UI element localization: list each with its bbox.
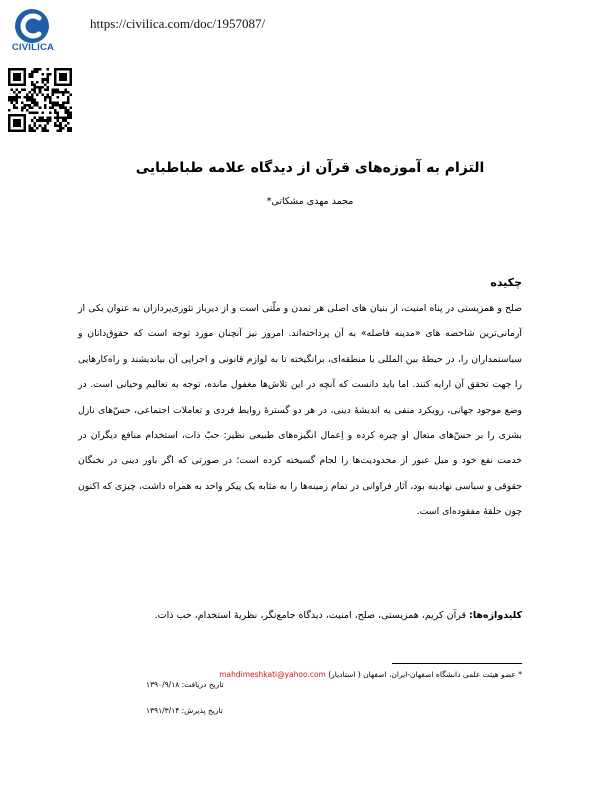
keywords-label: کلیدواژه‌ها: (469, 610, 522, 621)
logo-text: CIVILICA (11, 42, 55, 53)
author-footnote (219, 670, 522, 679)
submission-dates (146, 672, 224, 724)
article-title: التزام به آموزه‌های قرآن از دیدگاه علامه طباطبایی (135, 160, 485, 176)
page-header (0, 0, 600, 140)
accepted-date: تاریخ پذیرش: ۱۳۹۱/۳/۱۴ (146, 706, 223, 715)
keywords-text: قرآن کریم، همزیستی، صلح، امنیت، دیدگاه جامع‌نگر، نظریۀ استخدام، حب ذات. (154, 610, 466, 621)
footnote-divider (392, 663, 522, 664)
abstract-heading: چکیده (490, 276, 522, 289)
keywords-line (78, 610, 522, 621)
author-name: محمد مهدی مشکاتی* (266, 196, 354, 207)
document-url-link[interactable]: https://civilica.com/doc/1957087/ (90, 16, 266, 31)
abstract-body: صلح و همزیستی در پناه امنیت، از بنیان های اصلی هر تمدن و ملّتی است و از دیرباز تئوری‌پردازان به عنوان یکی از آرمانی‌ترین شاخصه های «مدینه فاضله» به آن پرداخته‌اند. امروز نیز آنچنان مورد توجه است که حقوق‌دانان و سیاستمداران را، در حیطۀ بین المللی یا منطقه‌ای، برانگیخته تا به لوازم قانونی و اجرایی آن بیاندیشند و راه‌کارهایی را جهت تحقق آن ارایه کنند. اما باید دانست که آنچه در این تلاش‌ها مغفول مانده، توجه به تعالیم وحیانی است. در وضع موجود جهانی، رویکرد منفی به اندیشۀ دینی، در هر دو گسترۀ روابط فردی و تعاملات اجتماعی، حسّ‌های نازل بشری را بر حسّ‌های متعال او چیره کرده و اِعمال انگیزه‌های طبیعی نظیر: حبّ ذات، استخدام منافع دیگران در خدمت نفع خود و میل عبور از محدودیت‌ها را لجام گسیخته کرده است؛ در صورتی که اگر باور دینی در نخبگان حقوقی و سیاسی نهادینه بود، آثار فراوانی در تمام زمینه‌ها را به مثابه یک پیکر واحد به همراه داشت، چیزی که اکنون چون حلقۀ مفقوده‌ای است. (78, 303, 522, 518)
footnote-affiliation: * عضو هیئت علمی دانشگاه اصفهان-ایران، اصفهان ( استادیار) (328, 670, 522, 679)
received-date: تاریخ دریافت: ۱۳۹۰/۹/۱۸ (146, 680, 224, 689)
footnote-email[interactable]: mahdimeshkati@yahoo.com (219, 670, 326, 679)
qr-code-icon (8, 68, 72, 132)
